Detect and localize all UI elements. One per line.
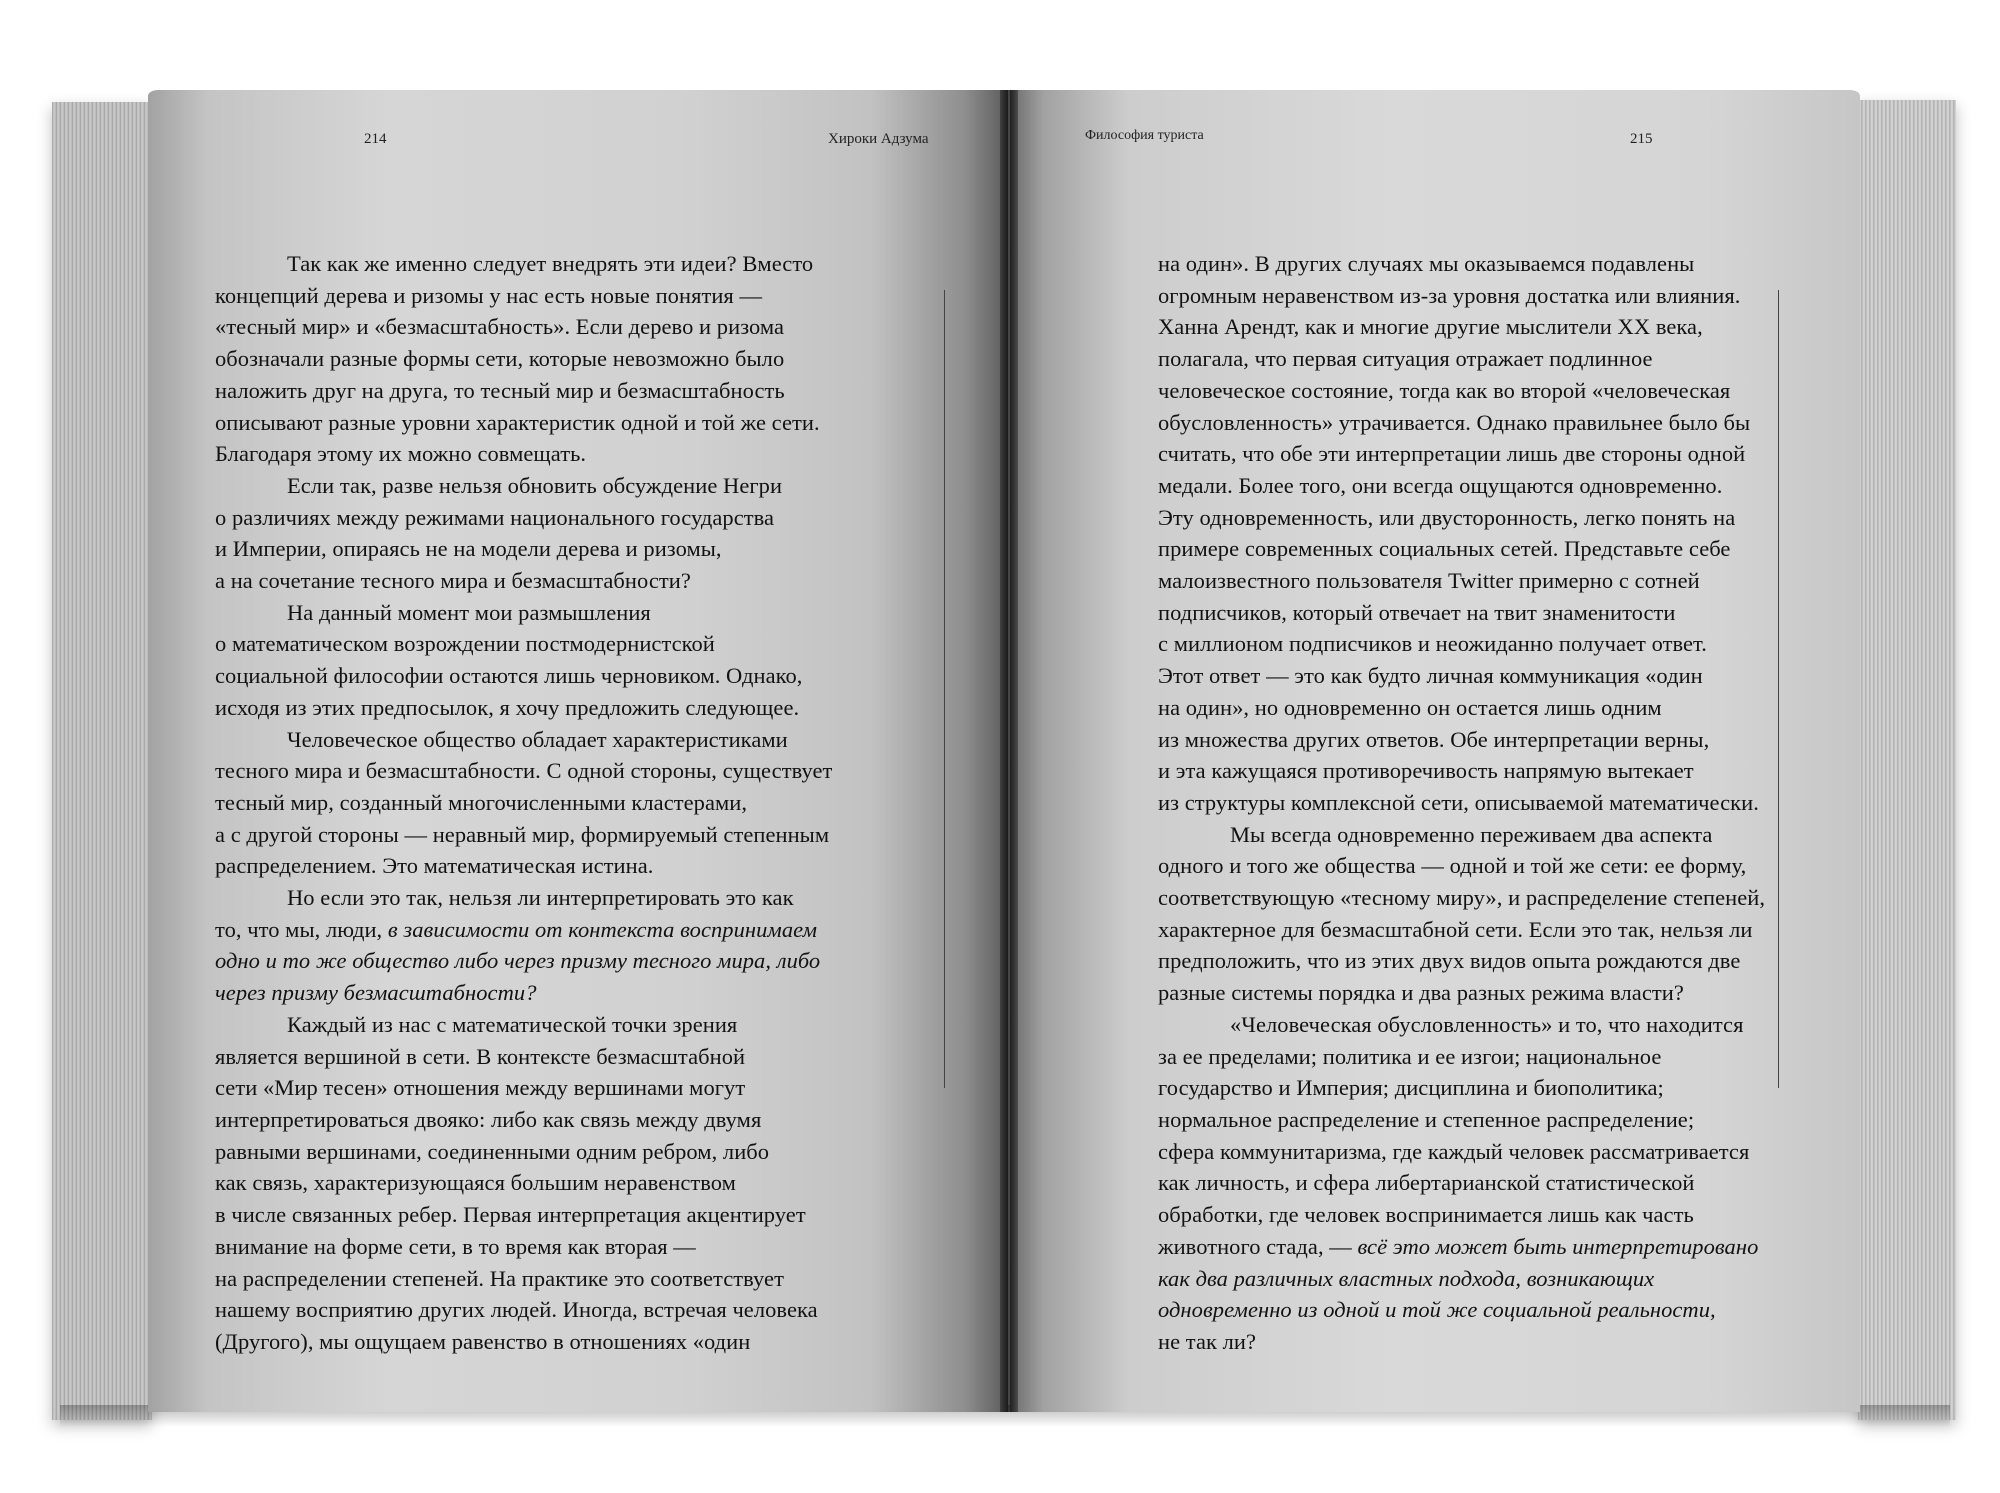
text-run: предположить, что из этих двух видов опыта рождаются две [1158, 948, 1741, 974]
text-run: примере современных социальных сетей. Представьте себе [1158, 536, 1731, 562]
book-spine-gutter [1000, 90, 1018, 1412]
text-line [215, 1199, 832, 1231]
left-page-edges [52, 102, 152, 1420]
text-line [215, 755, 832, 787]
italic-text-run: как два различных властных подхода, возникающих [1158, 1265, 1655, 1291]
text-run: а с другой стороны — неравный мир, формируемый степенным [215, 821, 830, 847]
text-run: разные системы порядка и два разных режима власти? [1158, 980, 1684, 1006]
text-line [1158, 375, 1765, 407]
page-number-right: 215 [1630, 131, 1653, 147]
text-line [1158, 1263, 1765, 1295]
left-page [148, 90, 1008, 1412]
text-run: описывают разные уровни характеристик одной и той же сети. [215, 409, 820, 435]
text-run: равными вершинами, соединенными одним ребром, либо [215, 1138, 770, 1164]
text-line [215, 533, 832, 565]
right-page-edges [1858, 100, 1956, 1420]
text-line [1158, 407, 1765, 439]
text-line [215, 724, 832, 756]
text-run: а на сочетание тесного мира и безмасштабности? [215, 568, 691, 594]
text-run: характерное для безмасштабной сети. Если это так, нельзя ли [1158, 916, 1753, 942]
text-run: Благодаря этому их можно совмещать. [215, 441, 587, 467]
text-line [215, 280, 832, 312]
italic-text-run: в зависимости от контекста воспринимаем [387, 916, 818, 942]
text-line [1158, 977, 1765, 1009]
text-line [215, 375, 832, 407]
text-line [1158, 660, 1765, 692]
text-line [1158, 945, 1765, 977]
text-line [1158, 1041, 1765, 1073]
text-run: о различиях между режимами национального государства [215, 504, 775, 530]
italic-text-run: всё это может быть интерпретировано [1357, 1233, 1759, 1259]
right-page-body [1158, 248, 1765, 1358]
text-run: нашему восприятию других людей. Иногда, встречая человека [215, 1297, 818, 1323]
text-run: на один». В других случаях мы оказываемся подавлены [1158, 251, 1695, 276]
text-line [1158, 597, 1765, 629]
running-head-author: Хироки Адзума [828, 131, 929, 147]
text-run: интерпретироваться двояко: либо как связь между двумя [215, 1106, 762, 1132]
text-line [1158, 692, 1765, 724]
text-run: животного стада, — [1158, 1233, 1358, 1259]
text-line [215, 597, 832, 629]
text-run: Но если это так, нельзя ли интерпретировать это как [287, 885, 794, 911]
text-line [1158, 1167, 1765, 1199]
text-run: нормальное распределение и степенное распределение; [1158, 1106, 1695, 1132]
text-line [215, 787, 832, 819]
text-line [1158, 565, 1765, 597]
text-run: подписчиков, который отвечает на твит знаменитости [1158, 599, 1676, 625]
text-line [215, 882, 832, 914]
text-line [215, 1104, 832, 1136]
text-line [1158, 1199, 1765, 1231]
text-line [215, 1072, 832, 1104]
text-line [1158, 1009, 1765, 1041]
text-line [1158, 724, 1765, 756]
text-run: Человеческое общество обладает характеристиками [287, 726, 788, 752]
text-line [215, 1009, 832, 1041]
text-run: на распределении степеней. На практике это соответствует [215, 1265, 784, 1291]
text-run: социальной философии остаются лишь черновиком. Однако, [215, 663, 803, 689]
text-run: как личность, и сфера либертарианской статистической [1158, 1170, 1695, 1196]
text-line [215, 1041, 832, 1073]
text-run: исходя из этих предпосылок, я хочу предложить следующее. [215, 694, 800, 720]
text-run: соответствующую «тесному миру», и распределение степеней, [1158, 885, 1766, 911]
text-run: обозначали разные формы сети, которые невозможно было [215, 346, 785, 372]
text-line [1158, 343, 1765, 375]
italic-text-run: через призму безмасштабности? [215, 980, 537, 1006]
text-run: за ее пределами; политика и ее изгои; национальное [1158, 1043, 1662, 1069]
text-line [1158, 819, 1765, 851]
text-run: Так как же именно следует внедрять эти идеи? Вместо [287, 251, 814, 276]
text-line [1158, 533, 1765, 565]
text-run: тесного мира и безмасштабности. С одной стороны, существует [215, 758, 833, 784]
text-run: одного и того же общества — одной и той же сети: ее форму, [1158, 853, 1747, 879]
text-run: на один», но одновременно он остается лишь одним [1158, 694, 1662, 720]
text-line [1158, 248, 1765, 280]
text-run: обработки, где человек воспринимается лишь как часть [1158, 1202, 1694, 1228]
text-line [215, 1167, 832, 1199]
text-run: Мы всегда одновременно переживаем два аспекта [1230, 821, 1713, 847]
text-line [215, 914, 832, 946]
text-run: распределением. Это математическая истина. [215, 853, 654, 879]
text-run: обусловленность» утрачивается. Однако правильнее было бы [1158, 409, 1751, 435]
text-line [215, 248, 832, 280]
text-line [1158, 850, 1765, 882]
text-line [215, 502, 832, 534]
text-run: наложить друг на друга, то тесный мир и безмасштабность [215, 377, 785, 403]
text-run: Ханна Арендт, как и многие другие мыслители XX века, [1158, 314, 1703, 340]
text-line [215, 311, 832, 343]
text-line [215, 565, 832, 597]
text-line [215, 1136, 832, 1168]
text-run: медали. Более того, они всегда ощущаются одновременно. [1158, 472, 1723, 498]
text-run: сфера коммунитаризма, где каждый человек рассматривается [1158, 1138, 1750, 1164]
text-line [1158, 628, 1765, 660]
text-run: сети «Мир тесен» отношения между вершинами могут [215, 1075, 746, 1101]
text-run: (Другого), мы ощущаем равенство в отношениях «один [215, 1328, 751, 1354]
text-run: то, что мы, люди, [215, 916, 388, 942]
text-run: полагала, что первая ситуация отражает подлинное [1158, 346, 1653, 372]
right-page [1010, 90, 1860, 1412]
text-run: Если так, разве нельзя обновить обсуждение Негри [287, 472, 783, 498]
text-line [215, 945, 832, 977]
text-line [1158, 280, 1765, 312]
text-run: из структуры комплексной сети, описываемой математически. [1158, 789, 1759, 815]
text-run: малоизвестного пользователя Twitter примерно с сотней [1158, 568, 1700, 594]
text-line [1158, 1136, 1765, 1168]
left-page-body [215, 248, 832, 1358]
text-run: «Человеческая обусловленность» и то, что находится [1230, 1011, 1744, 1037]
text-run: и Империи, опираясь не на модели дерева и ризомы, [215, 536, 722, 562]
text-line [1158, 914, 1765, 946]
text-run: о математическом возрождении постмодернистской [215, 631, 715, 657]
text-line [215, 628, 832, 660]
text-run: не так ли? [1158, 1328, 1257, 1354]
text-line [1158, 470, 1765, 502]
text-line [1158, 1326, 1765, 1358]
text-line [1158, 311, 1765, 343]
text-run: Этот ответ — это как будто личная коммуникация «один [1158, 663, 1703, 689]
text-run: из множества других ответов. Обе интерпретации верны, [1158, 726, 1710, 752]
text-line [215, 692, 832, 724]
text-run: концепций дерева и ризомы у нас есть новые понятия — [215, 282, 763, 308]
text-line [1158, 1231, 1765, 1263]
text-run: как связь, характеризующаяся большим неравенством [215, 1170, 736, 1196]
text-line [1158, 438, 1765, 470]
italic-text-run: одно и то же общество либо через призму тесного мира, либо [215, 948, 821, 974]
text-line [1158, 755, 1765, 787]
text-line [1158, 882, 1765, 914]
text-run: «тесный мир» и «безмасштабность». Если дерево и ризома [215, 314, 785, 340]
text-run: На данный момент мои размышления [287, 599, 651, 625]
text-line [1158, 502, 1765, 534]
text-line [215, 470, 832, 502]
text-run: с миллионом подписчиков и неожиданно получает ответ. [1158, 631, 1707, 657]
page-number-left: 214 [364, 131, 387, 147]
text-run: огромным неравенством из-за уровня достатка или влияния. [1158, 282, 1741, 308]
italic-text-run: одновременно из одной и той же социальной реальности, [1158, 1297, 1716, 1323]
text-run: считать, что обе эти интерпретации лишь две стороны одной [1158, 441, 1746, 467]
text-line [215, 977, 832, 1009]
text-run: внимание на форме сети, в то время как вторая — [215, 1233, 696, 1259]
text-run: является вершиной в сети. В контексте безмасштабной [215, 1043, 746, 1069]
text-line [1158, 1294, 1765, 1326]
text-run: в числе связанных ребер. Первая интерпретация акцентирует [215, 1202, 806, 1228]
text-line [1158, 787, 1765, 819]
text-line [215, 819, 832, 851]
text-run: человеческое состояние, тогда как во второй «человеческая [1158, 377, 1731, 403]
text-run: и эта кажущаяся противоречивость напрямую вытекает [1158, 758, 1694, 784]
text-line [215, 1263, 832, 1295]
text-line [215, 1231, 832, 1263]
text-line [215, 1326, 832, 1358]
running-head-title: Философия туриста [1085, 128, 1204, 143]
page-margin-rule [944, 290, 945, 1088]
text-line [215, 660, 832, 692]
text-run: Эту одновременность, или двусторонность, легко понять на [1158, 504, 1736, 530]
text-line [215, 343, 832, 375]
text-run: Каждый из нас с математической точки зрения [287, 1011, 738, 1037]
text-line [215, 850, 832, 882]
text-line [1158, 1104, 1765, 1136]
text-line [215, 1294, 832, 1326]
text-run: государство и Империя; дисциплина и биополитика; [1158, 1075, 1664, 1101]
text-line [1158, 1072, 1765, 1104]
text-run: тесный мир, созданный многочисленными кластерами, [215, 789, 748, 815]
page-margin-rule [1778, 290, 1779, 1088]
text-line [215, 407, 832, 439]
text-line [215, 438, 832, 470]
